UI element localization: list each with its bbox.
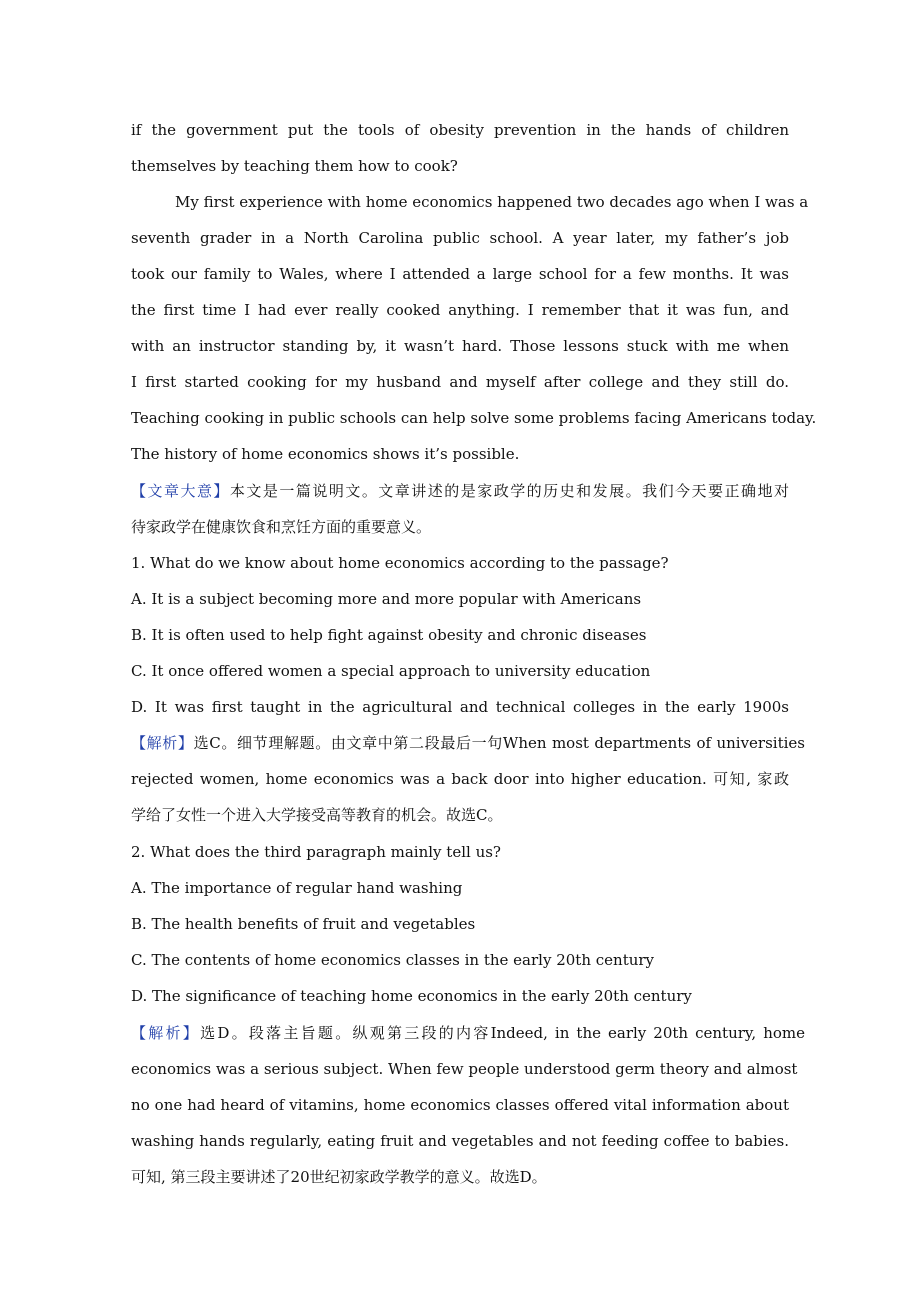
paragraph-line: the first time I had ever really cooked anything. I remember that it was fun, and <box>131 301 789 319</box>
analysis-line <box>131 733 805 753</box>
option-d: D. The significance of teaching home economics in the early 20th century <box>131 987 692 1005</box>
paragraph-line: Teaching cooking in public schools can help solve some problems facing Americans today. <box>131 409 817 427</box>
option-b: B. It is often used to help fight against obesity and chronic diseases <box>131 626 647 644</box>
option-a: A. It is a subject becoming more and more popular with Americans <box>131 590 642 608</box>
summary-line: 待家政学在健康饮食和烹饪方面的重要意义。 <box>131 518 432 536</box>
analysis-line: rejected women, home economics was a back door into higher education. 可知, 家政 <box>131 770 789 788</box>
analysis-text: 选D。段落主旨题。纵观第三段的内容Indeed, in the early 20th century, home <box>200 1024 805 1042</box>
paragraph-line: seventh grader in a North Carolina public school. A year later, my father’s job <box>131 229 789 247</box>
paragraph-line: My first experience with home economics happened two decades ago when I was a <box>175 193 809 211</box>
paragraph-line: with an instructor standing by, it wasn’t hard. Those lessons stuck with me when <box>131 337 789 355</box>
summary-tag: 【文章大意】 <box>131 482 230 500</box>
question-stem: 1. What do we know about home economics according to the passage? <box>131 554 669 572</box>
option-b: B. The health benefits of fruit and vegetables <box>131 915 476 933</box>
analysis-text: 选C。细节理解题。由文章中第二段最后一句When most departments of universities <box>193 734 805 752</box>
analysis-line: no one had heard of vitamins, home economics classes offered vital information about <box>131 1096 789 1114</box>
analysis-line: economics was a serious subject. When few people understood germ theory and almost <box>131 1060 798 1078</box>
analysis-line: washing hands regularly, eating fruit and vegetables and not feeding coffee to babies. <box>131 1132 789 1150</box>
summary-text: 本文是一篇说明文。文章讲述的是家政学的历史和发展。我们今天要正确地对 <box>229 482 789 500</box>
summary-line <box>131 481 789 501</box>
option-a: A. The importance of regular hand washing <box>131 879 463 897</box>
option-d: D. It was first taught in the agricultural and technical colleges in the early 1900s <box>131 698 789 716</box>
analysis-tag: 【解析】 <box>131 734 194 752</box>
passage-line: if the government put the tools of obesity prevention in the hands of children <box>131 121 789 139</box>
paragraph-line: I first started cooking for my husband and myself after college and they still do. <box>131 373 789 391</box>
option-c: C. It once offered women a special approach to university education <box>131 662 651 680</box>
analysis-line <box>131 1023 805 1043</box>
question-stem: 2. What does the third paragraph mainly tell us? <box>131 843 501 861</box>
paragraph-line: The history of home economics shows it’s possible. <box>131 445 520 463</box>
paragraph-line: took our family to Wales, where I attended a large school for a few months. It was <box>131 265 789 283</box>
option-c: C. The contents of home economics classes in the early 20th century <box>131 951 655 969</box>
analysis-tag: 【解析】 <box>131 1024 201 1042</box>
analysis-line: 学给了女性一个进入大学接受高等教育的机会。故选C。 <box>131 806 503 824</box>
passage-line: themselves by teaching them how to cook? <box>131 157 458 175</box>
analysis-line: 可知, 第三段主要讲述了20世纪初家政学教学的意义。故选D。 <box>131 1168 547 1186</box>
